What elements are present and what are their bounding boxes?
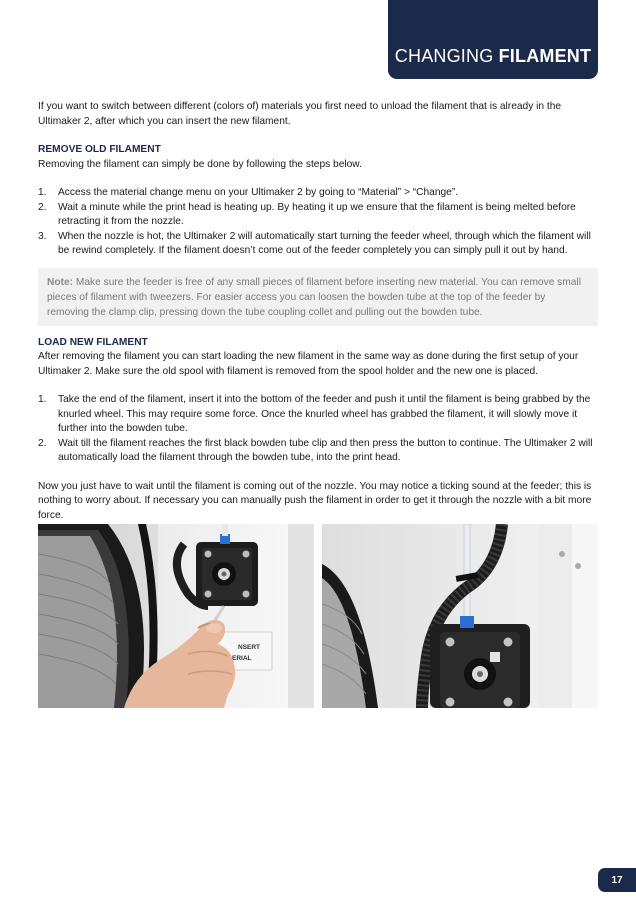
wall-label-line1: NSERT: [238, 644, 261, 651]
remove-lead: Removing the filament can simply be done by following the steps below.: [38, 158, 362, 170]
remove-heading: REMOVE OLD FILAMENT: [38, 144, 161, 155]
list-number: 2.: [38, 437, 47, 449]
list-item: [38, 230, 598, 259]
page-number: 17: [611, 874, 623, 886]
list-number: 1.: [38, 394, 47, 405]
remove-steps: [38, 186, 598, 259]
list-text: When the nozzle is hot, the Ultimaker 2 will automatically start turning the feeder wheel, through which the filament will be rewind completely. If the filament doesn’t come out of the feeder completely you can simply pull it out by hand.: [58, 230, 591, 256]
list-number: 3.: [38, 230, 47, 242]
list-item: [38, 393, 598, 437]
closing-paragraph: Now you just have to wait until the filament is coming out of the nozzle. You may notice a ticking sound at the feeder; this is nothing to worry about. If necessary you can manually push the filament in order to get it through the nozzle with a bit more force.: [38, 480, 592, 521]
header-tab: [388, 0, 598, 79]
title-light: CHANGING: [394, 46, 499, 66]
feeder-bowden-illustration: [322, 524, 598, 708]
feeder-insert-illustration: [38, 524, 314, 708]
load-heading: LOAD NEW FILAMENT: [38, 336, 148, 348]
list-text: Wait a minute while the print head is heating up. By heating it up we ensure that the filament is being melted before retracting it from the nozzle.: [58, 201, 576, 227]
list-number: 2.: [38, 201, 47, 213]
list-text: Wait till the filament reaches the first black bowden tube clip and then press the button to continue. The Ultimaker 2 will automatically load the filament through the bowden tube, into the print head.: [58, 437, 593, 463]
page-content: [38, 100, 598, 523]
list-text: Access the material change menu on your Ultimaker 2 by going to “Material” > “Change”.: [58, 187, 459, 198]
list-text: Take the end of the filament, insert it into the bottom of the feeder and push it until the filament is being grabbed by the knurled wheel. This may require some force. Once the knurled wheel has grabbed the filament, it will slowly move it further into the bowden tube.: [58, 394, 591, 434]
note-box: [38, 268, 598, 326]
photo-feeder-insert: [38, 524, 314, 708]
intro-paragraph: If you want to switch between different (colors of) materials you first need to unload the filament that is already in the Ultimaker 2, after which you can insert the new filament.: [38, 101, 562, 127]
wall-label-line2: ERIAL: [232, 655, 252, 662]
note-text: Make sure the feeder is free of any small pieces of filament before inserting new material. You can remove small pieces of filament with tweezers. For easier access you can loosen the bowden tube at the top of the feeder by removing the clamp clip, pressing down the tube coupling collet and pulling out the bowden tube.: [47, 276, 581, 318]
load-lead: After removing the filament you can start loading the new filament in the same way as done during the first setup of your Ultimaker 2. Make sure the old spool with filament is removed from the spool holder and the new one is placed.: [38, 351, 579, 377]
list-item: [38, 186, 598, 201]
list-number: 1.: [38, 187, 47, 198]
load-steps: [38, 393, 598, 466]
note-label: Note:: [47, 276, 74, 288]
list-item: [38, 437, 598, 466]
title-bold: FILAMENT: [498, 46, 592, 66]
page-number-badge: [598, 868, 636, 892]
list-item: [38, 201, 598, 230]
photo-feeder-bowden: [322, 524, 598, 708]
page-title: [388, 46, 598, 67]
